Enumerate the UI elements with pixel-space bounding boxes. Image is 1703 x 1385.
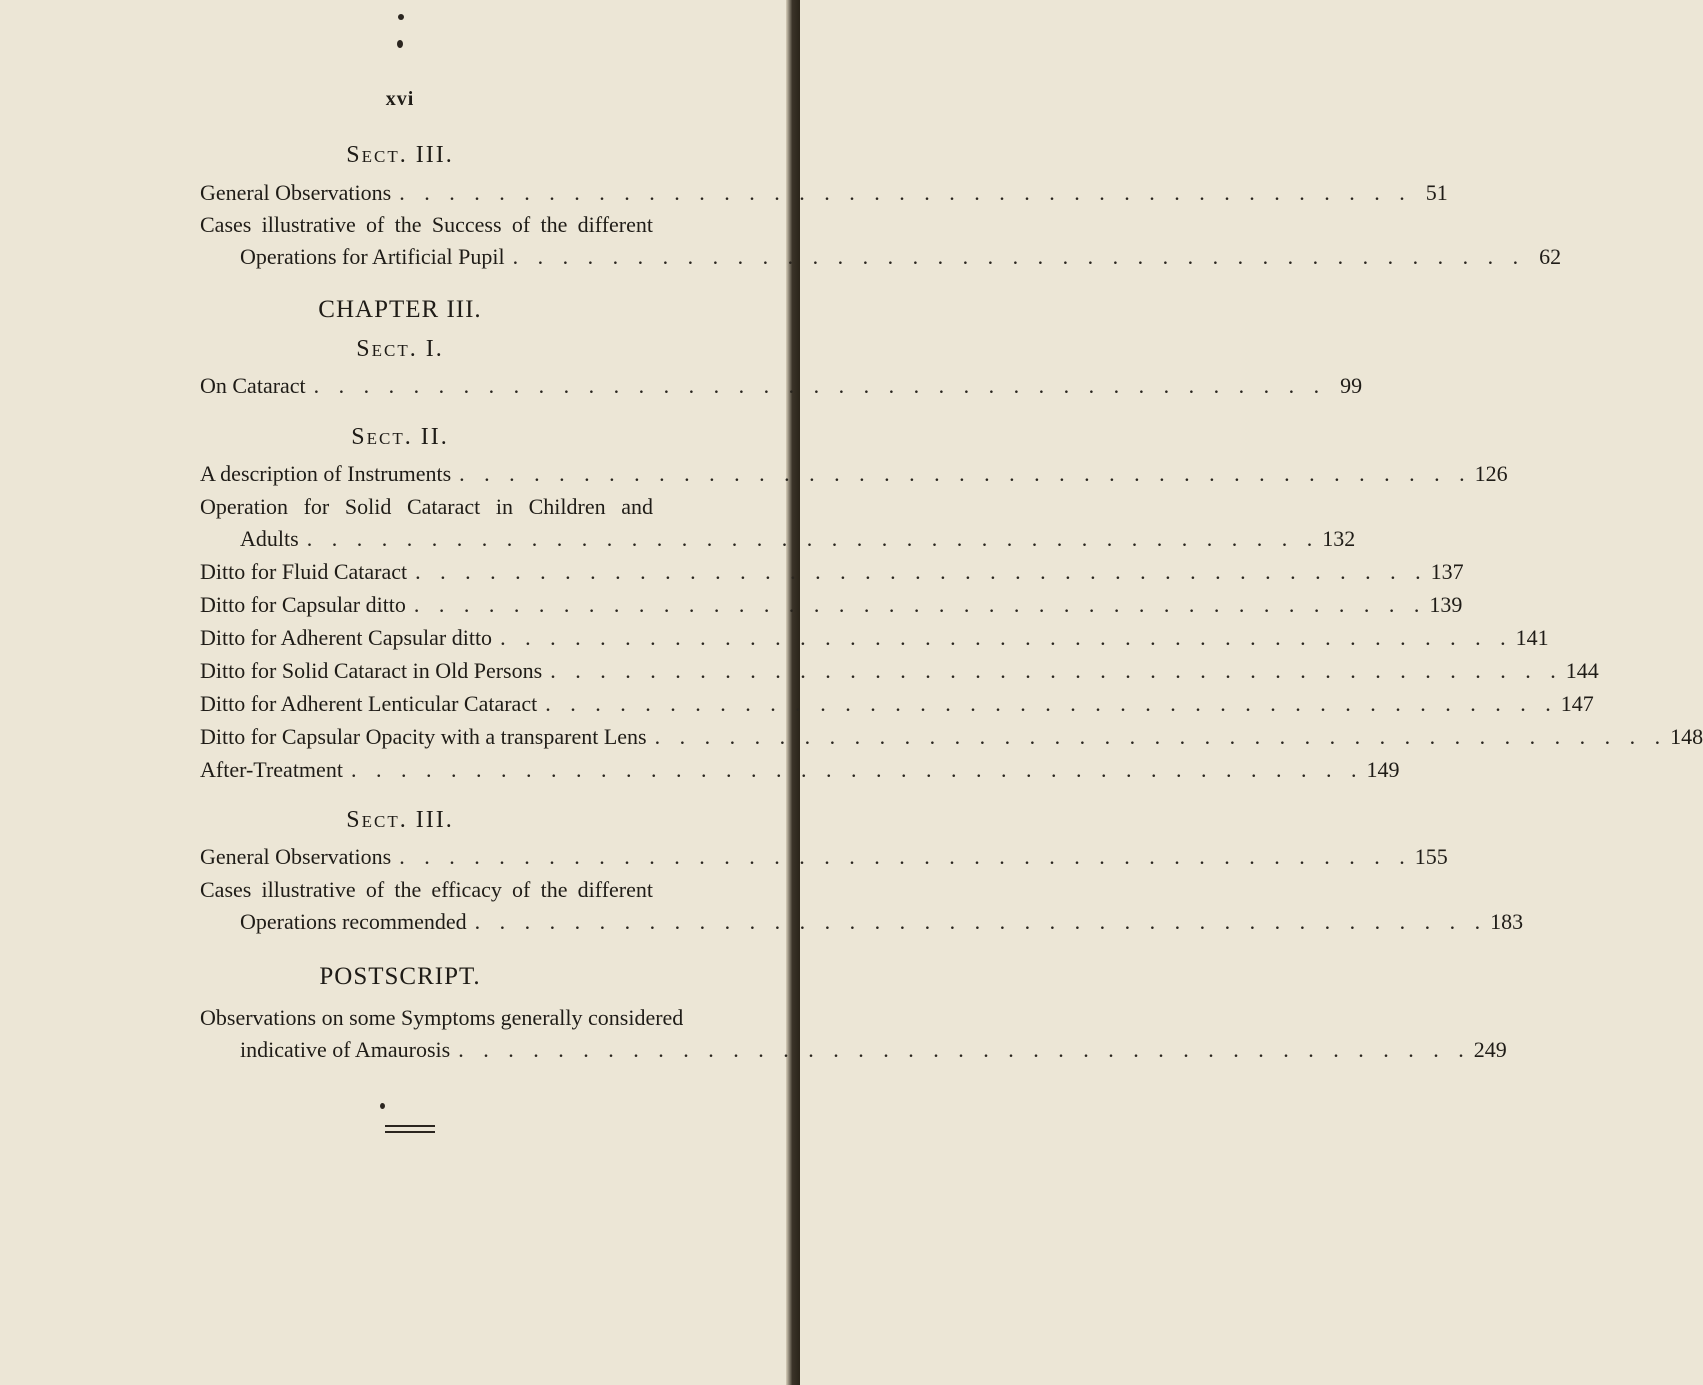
toc-entry [200,559,1464,591]
dot-leader: . . . . . . . . . . . . . . . . . . . . . . . . . . . . . . . . . . . . . . . . . [545,691,1558,716]
ink-speck [380,1103,385,1109]
toc-entry [240,1037,1507,1069]
entry-title: Ditto for Adherent Capsular ditto [200,625,493,650]
toc-entry [240,244,1562,276]
section-heading: Sect. II. [351,424,449,450]
toc-entry [200,373,1363,405]
ink-speck [398,14,404,20]
entry-page: 62 [1539,244,1562,269]
entry-title-line: Operation for Solid Cataract in Children and [200,494,653,519]
dot-leader: . . . . . . . . . . . . . . . . . . . . . . . . . . . . . . . . . . . . . . . . . [413,592,1427,617]
entry-title: Ditto for Capsular ditto [200,592,406,617]
ink-speck [397,40,403,48]
entry-page: 155 [1414,844,1448,869]
dot-leader: . . . . . . . . . . . . . . . . . . . . . . . . . . . . . . . . . . . . . . . . . [459,461,1472,486]
toc-entry [200,724,1703,756]
entry-title: Ditto for Capsular Opacity with a transparent Lens [200,724,647,749]
entry-page: 147 [1560,691,1594,716]
entry-title-line: Observations on some Symptoms generally considered [200,1005,684,1030]
toc-entry [200,461,1508,493]
section-heading: Sect. III. [346,807,454,833]
toc-entry [200,757,1400,789]
section-heading: Sect. III. [346,142,454,168]
entry-title: Operations for Artificial Pupil [240,244,505,269]
dot-leader: . . . . . . . . . . . . . . . . . . . . . . . . . . . . . . . . . . . . . . . . . [458,1037,1471,1062]
closing-rule [385,1131,435,1133]
toc-entry [200,180,1448,212]
entry-title-line: Cases illustrative of the Success of the different [200,212,653,237]
toc-entry [200,844,1448,876]
entry-title: After-Treatment [200,757,343,782]
entry-title: Ditto for Adherent Lenticular Cataract [200,691,538,716]
dot-leader: . . . . . . . . . . . . . . . . . . . . . . . . . . . . . . . . . . . . . . . . . [399,844,1412,869]
toc-entry [240,909,1524,941]
toc-entry [200,658,1599,690]
dot-leader: . . . . . . . . . . . . . . . . . . . . . . . . . . . . . . . . . . . . . . . . . [306,526,1320,551]
dot-leader: . . . . . . . . . . . . . . . . . . . . . . . . . . . . . . . . . . . . . . . . . [512,244,1526,269]
entry-page: 137 [1430,559,1464,584]
entry-page: 148 [1670,724,1703,749]
dot-leader: . . . . . . . . . . . . . . . . . . . . . . . . . . . . . . . . . . . . . . . . . [654,724,1668,749]
dot-leader: . . . . . . . . . . . . . . . . . . . . . . . . . . . . . . . . . . . . . . . . . [313,373,1327,398]
entry-page: 141 [1515,625,1549,650]
entry-title: General Observations [200,844,392,869]
entry-title: General Observations [200,180,392,205]
dot-leader: . . . . . . . . . . . . . . . . . . . . . . . . . . . . . . . . . . . . . . . . . [350,757,1364,782]
dot-leader: . . . . . . . . . . . . . . . . . . . . . . . . . . . . . . . . . . . . . . . . . [550,658,1563,683]
dot-leader: . . . . . . . . . . . . . . . . . . . . . . . . . . . . . . . . . . . . . . . . . [415,559,1428,584]
entry-page: 183 [1490,909,1524,934]
closing-rule [385,1125,435,1127]
postscript-heading: POSTSCRIPT. [319,963,481,990]
entry-title: A description of Instruments [200,461,452,486]
entry-page: 144 [1565,658,1599,683]
page-number: xvi [385,88,415,110]
section-heading: Sect. I. [356,336,444,362]
entry-title: indicative of Amaurosis [240,1037,451,1062]
entry-page: 126 [1474,461,1508,486]
toc-entry [200,691,1594,723]
entry-page: 51 [1425,180,1448,205]
toc-entry [240,526,1356,558]
entry-title: Ditto for Solid Cataract in Old Persons [200,658,543,683]
toc-entry [200,592,1463,624]
entry-page: 139 [1429,592,1463,617]
entry-page: 249 [1473,1037,1507,1062]
dot-leader: . . . . . . . . . . . . . . . . . . . . . . . . . . . . . . . . . . . . . . . . . [399,180,1412,205]
toc-entry [200,625,1549,657]
dot-leader: . . . . . . . . . . . . . . . . . . . . . . . . . . . . . . . . . . . . . . . . . [500,625,1513,650]
chapter-heading: CHAPTER III. [318,296,482,323]
dot-leader: . . . . . . . . . . . . . . . . . . . . . . . . . . . . . . . . . . . . . . . . . [474,909,1488,934]
entry-title: Operations recommended [240,909,467,934]
entry-page: 99 [1340,373,1363,398]
entry-title: Adults [240,526,299,551]
entry-title: Ditto for Fluid Cataract [200,559,408,584]
entry-page: 132 [1322,526,1356,551]
entry-page: 149 [1366,757,1400,782]
entry-title-line: Cases illustrative of the efficacy of the different [200,877,653,902]
entry-title: On Cataract [200,373,306,398]
